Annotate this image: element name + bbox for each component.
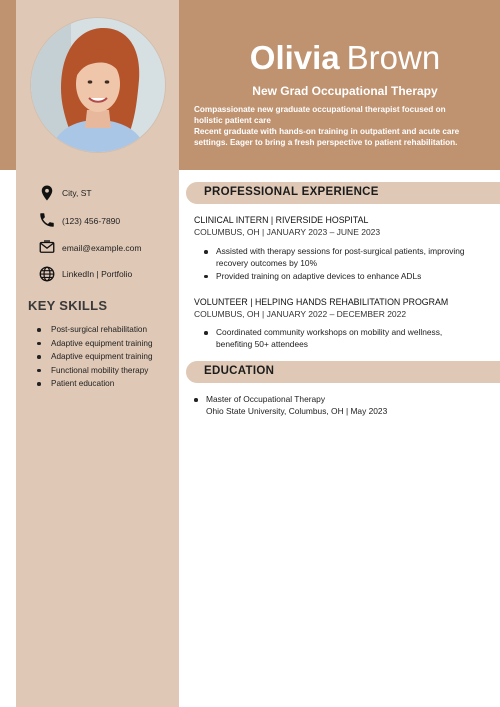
job-bullet: Provided training on adaptive devices to enhance ADLs <box>194 271 494 283</box>
experience-heading: PROFESSIONAL EXPERIENCE <box>204 186 379 198</box>
summary-line: Compassionate new graduate occupational therapist focused on <box>194 105 446 114</box>
experience-section-header <box>186 182 500 204</box>
education-section-header <box>186 361 500 383</box>
summary <box>194 104 486 148</box>
job-meta: COLUMBUS, OH | JANUARY 2023 – JUNE 2023 <box>194 227 381 237</box>
skill-item: Patient education <box>28 377 153 391</box>
job-bullet: Coordinated community workshops on mobility and wellness, benefiting 50+ attendees <box>194 327 469 350</box>
skill-item: Functional mobility therapy <box>28 364 153 378</box>
skills-list <box>28 323 153 391</box>
job-bullet: Assisted with therapy sessions for post-surgical patients, improving recovery outcomes by 10% <box>194 246 494 269</box>
candidate-name <box>195 38 495 78</box>
job-bullets <box>194 327 469 352</box>
skill-item: Post-surgical rehabilitation <box>28 323 153 337</box>
location-row <box>38 183 56 203</box>
profile-photo <box>31 18 165 152</box>
degree: Master of Occupational Therapy <box>206 394 326 404</box>
last-name: Brown <box>346 39 441 76</box>
skill-item: Adaptive equipment training <box>28 337 153 351</box>
bullet-dot <box>194 398 198 402</box>
phone-icon <box>38 211 56 229</box>
job-bullets <box>194 246 494 284</box>
summary-line: settings. Eager to bring a fresh perspective to patient rehabilitation. <box>194 138 458 147</box>
links-text: LinkedIn | Portfolio <box>62 269 133 279</box>
globe-icon <box>38 265 56 283</box>
summary-line: Recent graduate with hands-on training in outpatient and acute care <box>194 127 460 136</box>
phone-row <box>38 210 56 230</box>
summary-line: holistic patient care <box>194 116 271 125</box>
phone-text: (123) 456-7890 <box>62 216 121 226</box>
envelope-icon <box>38 238 56 256</box>
email-row <box>38 237 56 257</box>
first-name: Olivia <box>249 39 340 76</box>
location-text: City, ST <box>62 188 92 198</box>
skill-item: Adaptive equipment training <box>28 350 153 364</box>
job-title-headline: New Grad Occupational Therapy <box>252 84 438 98</box>
job-meta: COLUMBUS, OH | JANUARY 2022 – DECEMBER 2022 <box>194 309 407 319</box>
education-heading: EDUCATION <box>204 365 275 377</box>
skills-heading: KEY SKILLS <box>28 298 108 313</box>
job-title: VOLUNTEER | HELPING HANDS REHABILITATION PROGRAM <box>194 297 449 307</box>
location-pin-icon <box>38 184 56 202</box>
job-title: CLINICAL INTERN | RIVERSIDE HOSPITAL <box>194 215 369 225</box>
education-entry <box>194 394 388 417</box>
school: Ohio State University, Columbus, OH | May 2023 <box>206 405 388 416</box>
links-row <box>38 264 56 284</box>
email-text: email@example.com <box>62 243 142 253</box>
